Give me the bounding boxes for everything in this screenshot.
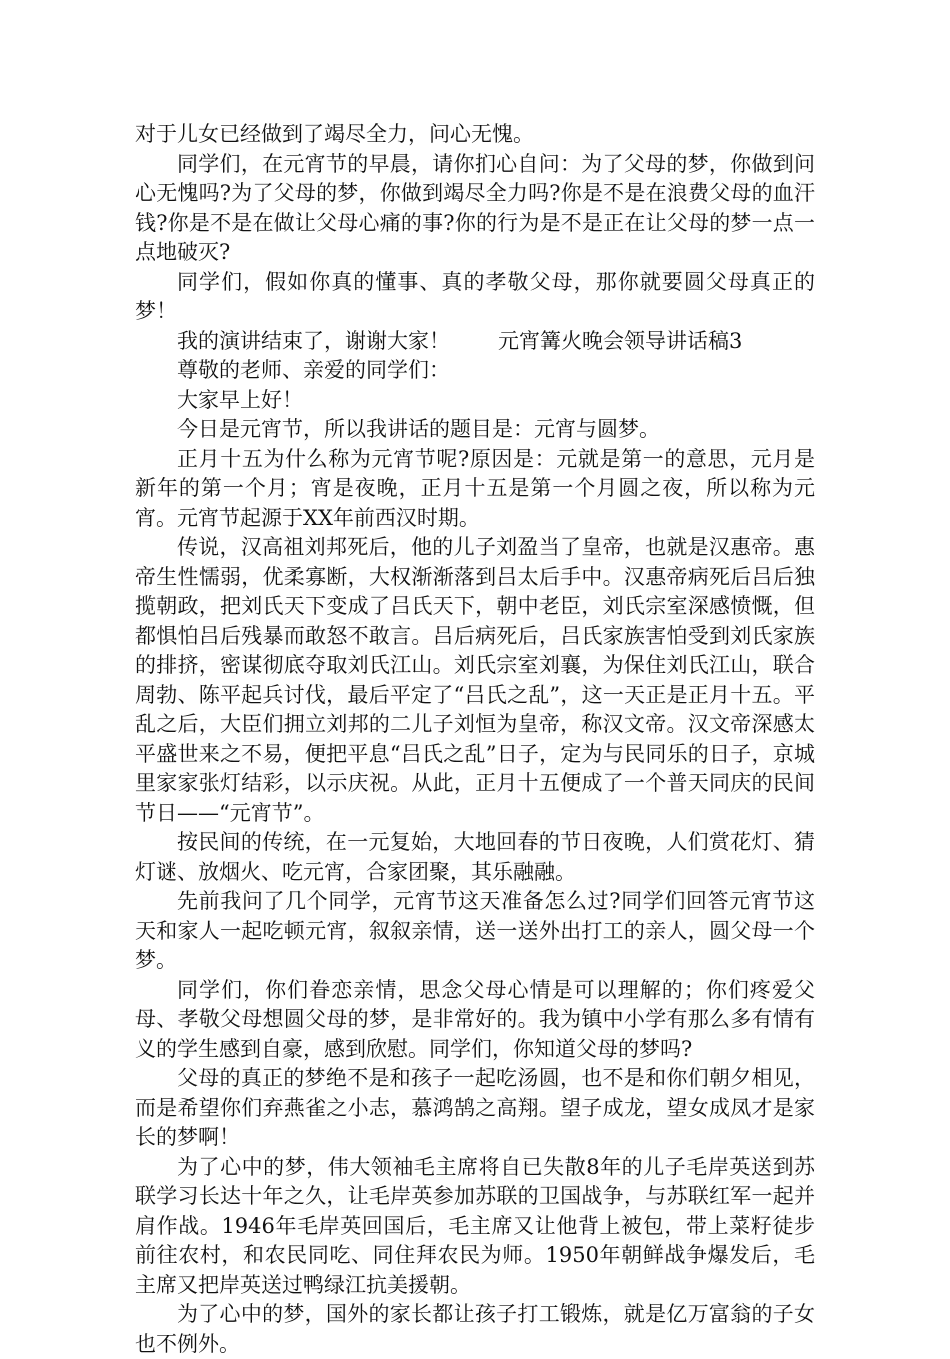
paragraph: 为了心中的梦，伟大领袖毛主席将自已失散8年的儿子毛岸英送到苏联学习长达十年之久，让毛岸英参加苏联的卫国战争，与苏联红军一起并肩作战。1946年毛岸英回国后，毛主席又让他背上被包，带上菜籽徒步前往农村，和农民同吃、同住拜农民为师。1950年朝鲜战争爆发后，毛主席又把岸英送过鸭绿江抗美援朝。	[135, 1154, 815, 1297]
paragraph: 为了心中的梦，国外的家长都让孩子打工锻炼，就是亿万富翁的子女也不例外。	[135, 1302, 815, 1356]
paragraph: 同学们，假如你真的懂事、真的孝敬父母，那你就要圆父母真正的梦！	[135, 269, 815, 323]
paragraph: 按民间的传统，在一元复始，大地回春的节日夜晚，人们赏花灯、猜灯谜、放烟火、吃元宵，合家团聚，其乐融融。	[135, 830, 815, 884]
paragraph: 同学们，在元宵节的早晨，请你扪心自问：为了父母的梦，你做到问心无愧吗?为了父母的梦，你做到竭尽全力吗?你是不是在浪费父母的血汗钱?你是不是在做让父母心痛的事?你的行为是不是正在让父母的梦一点一点地破灭?	[135, 151, 815, 264]
paragraph: 父母的真正的梦绝不是和孩子一起吃汤圆，也不是和你们朝夕相见，而是希望你们弃燕雀之小志，慕鸿鹄之高翔。望子成龙，望女成凤才是家长的梦啊！	[135, 1066, 815, 1149]
closing-line: 我的演讲结束了，谢谢大家！	[177, 328, 450, 353]
document-body	[135, 120, 815, 1359]
greeting: 大家早上好！	[177, 387, 303, 412]
paragraph: 先前我问了几个同学，元宵节这天准备怎么过?同学们回答元宵节这天和家人一起吃顿元宵，叙叙亲情，送一送外出打工的亲人，圆父母一个梦。	[135, 889, 815, 972]
paragraph: 同学们，你们眷恋亲情，思念父母心情是可以理解的；你们疼爱父母、孝敬父母想圆父母的梦，是非常好的。我为镇中小学有那么多有情有义的学生感到自豪，感到欣慰。同学们，你知道父母的梦吗?	[135, 977, 815, 1061]
salutation: 尊敬的老师、亲爱的同学们：	[177, 358, 450, 382]
paragraph: 传说，汉高祖刘邦死后，他的儿子刘盈当了皇帝，也就是汉惠帝。惠帝生性懦弱，优柔寡断，大权渐渐落到吕太后手中。汉惠帝病死后吕后独揽朝政，把刘氏天下变成了吕氏天下，朝中老臣，刘氏宗室深感愤慨，但都惧怕吕后残暴而敢怒不敢言。吕后病死后，吕氏家族害怕受到刘氏家族的排挤，密谋彻底夺取刘氏江山。刘氏宗室刘襄，为保住刘氏江山，联合周勃、陈平起兵讨伐，最后平定了“吕氏之乱”，这一天正是正月十五。平乱之后，大臣们拥立刘邦的二儿子刘恒为皇帝，称汉文帝。汉文帝深感太平盛世来之不易，便把平息“吕氏之乱”日子，定为与民同乐的日子，京城里家家张灯结彩，以示庆祝。从此，正月十五便成了一个普天同庆的民间节日——“元宵节”。	[135, 535, 815, 825]
section-title: 元宵篝火晚会领导讲话稿3	[498, 328, 743, 353]
paragraph: 今日是元宵节，所以我讲话的题目是：元宵与圆梦。	[177, 417, 660, 441]
paragraph: 正月十五为什么称为元宵节呢?原因是：元就是第一的意思，元月是新年的第一个月；宵是夜晚，正月十五是第一个月圆之夜，所以称为元宵。元宵节起源于XX年前西汉时期。	[135, 446, 815, 530]
paragraph: 对于儿女已经做到了竭尽全力，问心无愧。	[135, 122, 534, 146]
closing-and-title-line	[135, 327, 815, 357]
